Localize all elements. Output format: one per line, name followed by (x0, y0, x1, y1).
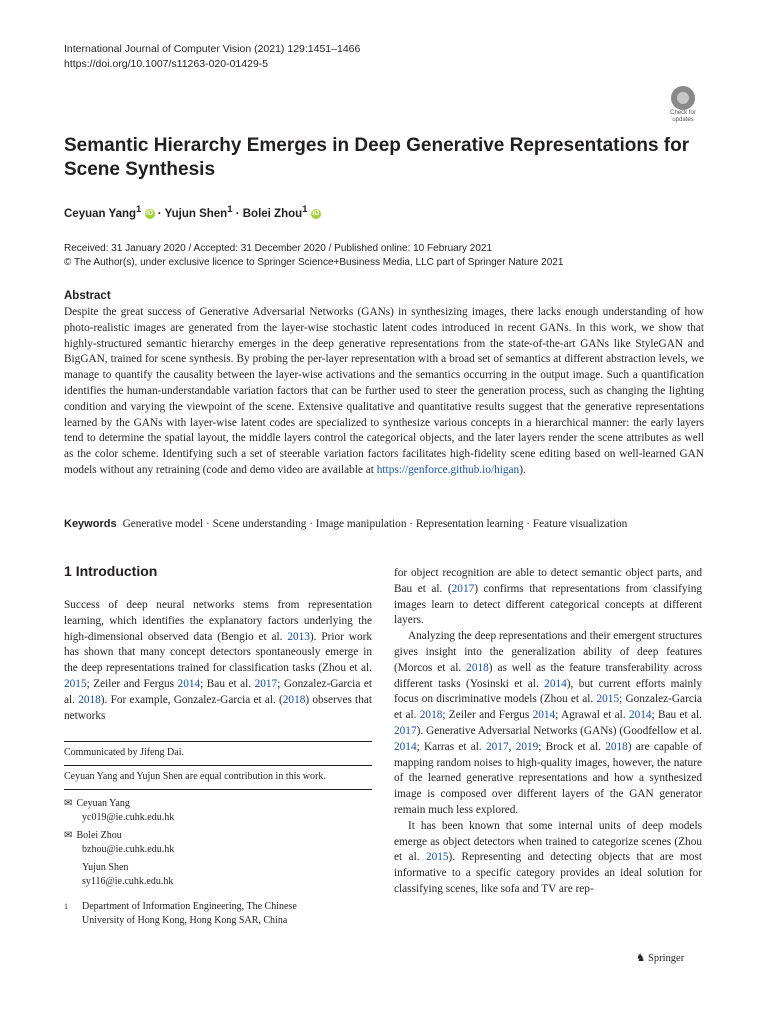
orcid-icon[interactable]: iD (146, 209, 154, 217)
code-link[interactable]: https://genforce.github.io/higan (376, 463, 520, 476)
citation-link[interactable]: 2017 (394, 724, 417, 737)
keywords-label: Keywords (64, 518, 117, 530)
paragraph: It has been known that some internal units of deep models emerge as object detectors when trained to categorize scenes (Zhou et al. 2015). Representing and detecting objects that are most informative to a specific category provides an ideal solution for classifying scenes, like sofa and TV are rep- (394, 819, 702, 895)
section-heading (64, 563, 157, 579)
paper-title: Semantic Hierarchy Emerges in Deep Generative Representations for Scene Synthesis (64, 135, 690, 180)
affiliation (64, 900, 372, 927)
author-name[interactable]: Ceyuan Yang (64, 207, 137, 220)
contact-email[interactable]: bzhou@ie.cuhk.edu.hk (82, 843, 175, 855)
affiliation-number: 1 (64, 902, 68, 911)
check-for-updates-badge[interactable] (664, 86, 702, 124)
citation-link[interactable]: 2015 (425, 851, 449, 864)
paragraph: Success of deep neural networks stems from representation learning, which identifies the explanatory factors underlying the high-dimensional observed data (Bengio et al. 2013). Prior work has shown that many concept detectors spontaneously emerge in the deep representations trained for classification tasks (Zhou et al. 2015; Zeiler and Fergus 2014; Bau et al. 2017; Gonzalez-Garcia et al. 2018). For example, Gonzalez-Garcia et al. (2018) observes that networks (64, 599, 373, 722)
citation-link[interactable]: 2018 (282, 693, 306, 706)
citation-link[interactable]: 2017 (451, 582, 475, 595)
contact-entry: ✉ Ceyuan Yang (64, 798, 130, 809)
contact-entry: ✉ Bolei Zhou (64, 830, 122, 841)
citation-link[interactable]: 2018 (419, 709, 443, 722)
paragraph: Analyzing the deep representations and their emergent structures gives insight into the generalization ability of deep features (Morcos et al. 2018) as well as the feature transferability across different tasks (Yosinski et al. 2014), but current efforts mainly focus on discriminative models (Zhou et al. 2015; Gonzalez-Garcia et al. 2018; Zeiler and Fergus 2014; Agrawal et al. 2014; Bau et al. 2017). Generative Adversarial Networks (GANs) (Goodfellow et al. 2014; Karras et al. 2017, 2019; Brock et al. 2018) are capable of mapping random noises to high-quality images, however, the nature of the learned generative representations and how a synthesized image is composed over different layers of the GAN generator remain much less explored. (394, 630, 702, 816)
doi-link[interactable]: https://doi.org/10.1007/s11263-020-01429-5 (64, 58, 269, 70)
footnote-divider (64, 741, 372, 742)
citation-link[interactable]: 2014 (177, 677, 201, 690)
author-affil: 1 (227, 204, 233, 215)
keywords (64, 517, 704, 532)
contact-email[interactable]: sy116@ie.cuhk.edu.hk (82, 875, 174, 887)
equal-contribution-note: Ceyuan Yang and Yujun Shen are equal contribution in this work. (64, 771, 326, 782)
envelope-icon: ✉ (64, 798, 73, 809)
citation-link[interactable]: 2014 (544, 677, 567, 690)
author-separator: · (154, 207, 165, 220)
keywords-list: Generative model · Scene understanding · Image manipulation · Representation learning · Feature visualization (122, 518, 628, 530)
abstract-heading: Abstract (64, 290, 111, 302)
citation-link[interactable]: 2014 (394, 740, 417, 753)
citation-link[interactable]: 2015 (64, 677, 87, 690)
citation-link[interactable]: 2014 (628, 709, 652, 722)
citation-link[interactable]: 2015 (596, 693, 620, 706)
section-number: 1 (64, 563, 72, 579)
abstract-tail: ). (519, 463, 526, 476)
intro-left-column (64, 598, 372, 724)
crossmark-icon (671, 86, 695, 110)
journal-citation: International Journal of Computer Vision (2021) 129:1451–1466 (64, 43, 361, 55)
publisher-logo (636, 952, 684, 964)
abstract-text: Despite the great success of Generative Adversarial Networks (GANs) in synthesizing images, there lacks enough understanding of how photo-realistic images are generated from the layer-wise stochastic latent codes introduced in recent GANs. In this work, we show that highly-structured semantic hierarchy emerges in the deep generative representations from the state-of-the-art GANs like StyleGAN and BigGAN, trained for scene synthesis. By probing the per-layer representation with a broad set of semantics at different abstraction levels, we manage to quantify the causality between the layer-wise activations and the semantics occurring in the output image. Such a quantification identifies the human-understandable variation factors that can be further used to steer the generation process, such as changing the lighting condition and varying the viewpoint of the scene. Extensive qualitative and quantitative results suggest that the generative representations learned by the GANs with layer-wise latent codes are specialized to synthesize various concepts in a hierarchical manner: the early layers tend to determine the spatial layout, the middle layers control the categorical objects, and the later layers render the scene attributes as well as the color scheme. Identifying such a set of steerable variation factors facilitates high-fidelity scene editing based on well-learned GAN models without any retraining (code and demo video are available at (64, 306, 704, 476)
contact-name: Yujun Shen (82, 862, 129, 873)
citation-link[interactable]: 2018 (466, 661, 489, 674)
section-title: Introduction (75, 563, 158, 579)
communicated-note: Communicated by Jifeng Dai. (64, 747, 184, 758)
journal-header (64, 42, 360, 72)
footnote-divider (64, 765, 372, 766)
dates-line: Received: 31 January 2020 / Accepted: 31 December 2020 / Published online: 10 February 2021 (64, 243, 493, 254)
publication-dates (64, 242, 563, 270)
citation-link[interactable]: 2017 (254, 677, 278, 690)
citation-link[interactable]: 2017 (486, 740, 509, 753)
envelope-icon: ✉ (64, 830, 73, 841)
springer-horse-icon: ♞ (636, 953, 646, 964)
contact-block (64, 797, 372, 888)
badge-line1: Check for (670, 110, 696, 116)
orcid-icon[interactable]: iD (312, 209, 320, 217)
affiliation-text: Department of Information Engineering, The Chinese University of Hong Kong, Hong Kong SAR, China (82, 901, 297, 926)
citation-link[interactable]: 2019 (515, 740, 539, 753)
citation-link[interactable]: 2018 (78, 693, 101, 706)
author-name[interactable]: Yujun Shen (164, 207, 228, 220)
author-affil: 1 (136, 204, 142, 215)
intro-right-column (394, 566, 702, 898)
badge-line2: updates (672, 117, 694, 123)
paragraph: for object recognition are able to detect semantic object parts, and Bau et al. (2017) confirms that representations from classifying images learn to detect different categorical concepts at different layers. (394, 567, 702, 627)
footnote-divider (64, 789, 372, 790)
citation-link[interactable]: 2018 (605, 740, 628, 753)
abstract-body (64, 305, 704, 479)
author-affil: 1 (302, 204, 308, 215)
publisher-name: Springer (648, 953, 685, 964)
author-name[interactable]: Bolei Zhou (242, 207, 303, 220)
author-list (64, 204, 321, 220)
citation-link[interactable]: 2013 (287, 630, 310, 643)
citation-link[interactable]: 2014 (532, 709, 556, 722)
author-separator: · (232, 207, 243, 220)
contact-email[interactable]: yc019@ie.cuhk.edu.hk (82, 811, 175, 823)
copyright-line: © The Author(s), under exclusive licence to Springer Science+Business Media, LLC part of Springer Nature 2021 (64, 257, 564, 268)
